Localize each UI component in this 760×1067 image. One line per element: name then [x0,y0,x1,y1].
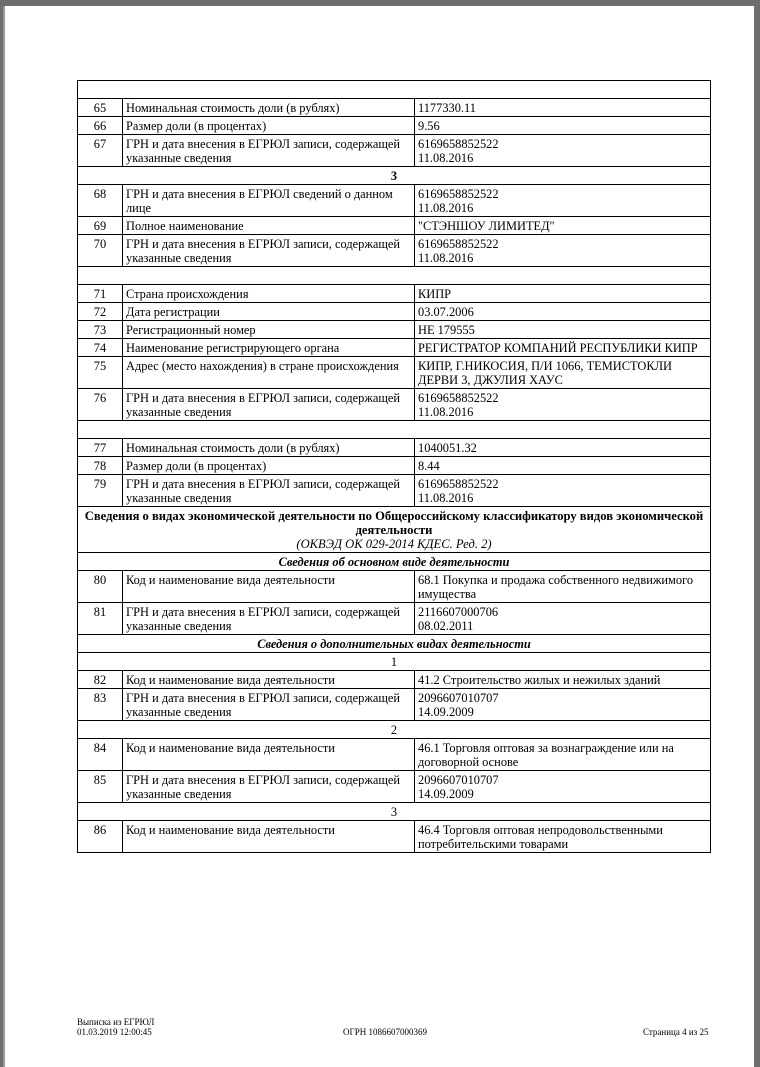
row-number: 74 [78,339,123,357]
footer-doc-info [77,1017,154,1037]
table-row [78,235,711,267]
table-row [78,321,711,339]
table-row [78,135,711,167]
table-row [78,739,711,771]
table-row [78,671,711,689]
subsection-header-row [78,553,711,571]
row-number: 73 [78,321,123,339]
document-page [5,6,754,1067]
row-number: 86 [78,821,123,853]
field-value: КИПР [415,285,711,303]
table-row [78,475,711,507]
row-number: 79 [78,475,123,507]
field-value: 1177330.11 [415,99,711,117]
section-title-cell [78,507,711,553]
row-number: 65 [78,99,123,117]
group-header-row [78,721,711,739]
field-name: Наименование регистрирующего органа [123,339,415,357]
row-number: 69 [78,217,123,235]
row-number: 72 [78,303,123,321]
table-row [78,357,711,389]
row-number: 71 [78,285,123,303]
group-header-row [78,653,711,671]
table-spacer-row [78,267,711,285]
field-value: 2116607000706 08.02.2011 [415,603,711,635]
group-header-row [78,167,711,185]
table-row [78,117,711,135]
section-header-row [78,507,711,553]
group-number: 1 [78,653,711,671]
field-value: 6169658852522 11.08.2016 [415,135,711,167]
field-value: 68.1 Покупка и продажа собственного недвижимого имущества [415,571,711,603]
row-number: 82 [78,671,123,689]
spacer-cell [78,421,711,439]
field-name: Размер доли (в процентах) [123,117,415,135]
row-number: 78 [78,457,123,475]
field-name: Регистрационный номер [123,321,415,339]
field-value: 6169658852522 11.08.2016 [415,235,711,267]
field-name: Код и наименование вида деятельности [123,671,415,689]
table-row [78,689,711,721]
table-row [78,185,711,217]
field-value: 03.07.2006 [415,303,711,321]
field-name: ГРН и дата внесения в ЕГРЮЛ записи, содержащей указанные сведения [123,389,415,421]
table-row [78,571,711,603]
field-value: 46.4 Торговля оптовая непродовольственными потребительскими товарами [415,821,711,853]
field-value: РЕГИСТРАТОР КОМПАНИЙ РЕСПУБЛИКИ КИПР [415,339,711,357]
footer-page-number: Страница 4 из 25 [643,1027,709,1037]
field-name: Страна происхождения [123,285,415,303]
group-number: 3 [78,803,711,821]
field-name: Код и наименование вида деятельности [123,821,415,853]
spacer-cell [78,267,711,285]
field-name: Размер доли (в процентах) [123,457,415,475]
row-number: 80 [78,571,123,603]
subsection-header-row [78,635,711,653]
table-row [78,821,711,853]
section-title: Сведения о видах экономической деятельности по Общероссийскому классификатору видов экономической деятельности [84,509,704,537]
table-row [78,339,711,357]
field-value: 8.44 [415,457,711,475]
row-number: 83 [78,689,123,721]
row-number: 68 [78,185,123,217]
table-row [78,303,711,321]
field-name: Номинальная стоимость доли (в рублях) [123,99,415,117]
table-spacer-row [78,81,711,99]
field-value: НЕ 179555 [415,321,711,339]
field-value: 9.56 [415,117,711,135]
table-spacer-row [78,421,711,439]
table-row [78,389,711,421]
egrul-table-body [78,81,711,853]
field-name: ГРН и дата внесения в ЕГРЮЛ записи, содержащей указанные сведения [123,771,415,803]
field-name: Полное наименование [123,217,415,235]
field-value: 6169658852522 11.08.2016 [415,185,711,217]
field-value: 2096607010707 14.09.2009 [415,689,711,721]
row-number: 76 [78,389,123,421]
field-value: КИПР, Г.НИКОСИЯ, П/И 1066, ТЕМИСТОКЛИ ДЕРВИ 3, ДЖУЛИЯ ХАУС [415,357,711,389]
field-value: 6169658852522 11.08.2016 [415,389,711,421]
subsection-title: Сведения о дополнительных видах деятельности [78,635,711,653]
field-name: ГРН и дата внесения в ЕГРЮЛ записи, содержащей указанные сведения [123,475,415,507]
field-value: 2096607010707 14.09.2009 [415,771,711,803]
field-name: Адрес (место нахождения) в стране происхождения [123,357,415,389]
footer-ogrn: ОГРН 1086607000369 [343,1027,427,1037]
row-number: 77 [78,439,123,457]
row-number: 84 [78,739,123,771]
field-value: 41.2 Строительство жилых и нежилых зданий [415,671,711,689]
footer-doc-title: Выписка из ЕГРЮЛ [77,1017,155,1027]
row-number: 75 [78,357,123,389]
egrul-extract-table [77,80,711,853]
footer-doc-datetime: 01.03.2019 12:00:45 [77,1027,152,1037]
group-number: 2 [78,721,711,739]
field-name: ГРН и дата внесения в ЕГРЮЛ записи, содержащей указанные сведения [123,135,415,167]
spacer-cell [78,81,711,99]
table-row [78,771,711,803]
group-header-row [78,803,711,821]
field-name: Код и наименование вида деятельности [123,739,415,771]
field-name: Номинальная стоимость доли (в рублях) [123,439,415,457]
row-number: 66 [78,117,123,135]
field-name: ГРН и дата внесения в ЕГРЮЛ сведений о данном лице [123,185,415,217]
table-row [78,217,711,235]
table-row [78,99,711,117]
field-name: ГРН и дата внесения в ЕГРЮЛ записи, содержащей указанные сведения [123,689,415,721]
table-row [78,457,711,475]
row-number: 81 [78,603,123,635]
field-value: "СТЭНШОУ ЛИМИТЕД" [415,217,711,235]
table-row [78,285,711,303]
section-subtitle: (ОКВЭД ОК 029-2014 КДЕС. Ред. 2) [296,537,492,551]
field-value: 46.1 Торговля оптовая за вознаграждение или на договорной основе [415,739,711,771]
table-row [78,603,711,635]
row-number: 70 [78,235,123,267]
field-name: ГРН и дата внесения в ЕГРЮЛ записи, содержащей указанные сведения [123,603,415,635]
field-value: 6169658852522 11.08.2016 [415,475,711,507]
row-number: 67 [78,135,123,167]
field-name: Дата регистрации [123,303,415,321]
field-value: 1040051.32 [415,439,711,457]
field-name: ГРН и дата внесения в ЕГРЮЛ записи, содержащей указанные сведения [123,235,415,267]
row-number: 85 [78,771,123,803]
field-name: Код и наименование вида деятельности [123,571,415,603]
table-row [78,439,711,457]
group-number: 3 [78,167,711,185]
subsection-title: Сведения об основном виде деятельности [78,553,711,571]
